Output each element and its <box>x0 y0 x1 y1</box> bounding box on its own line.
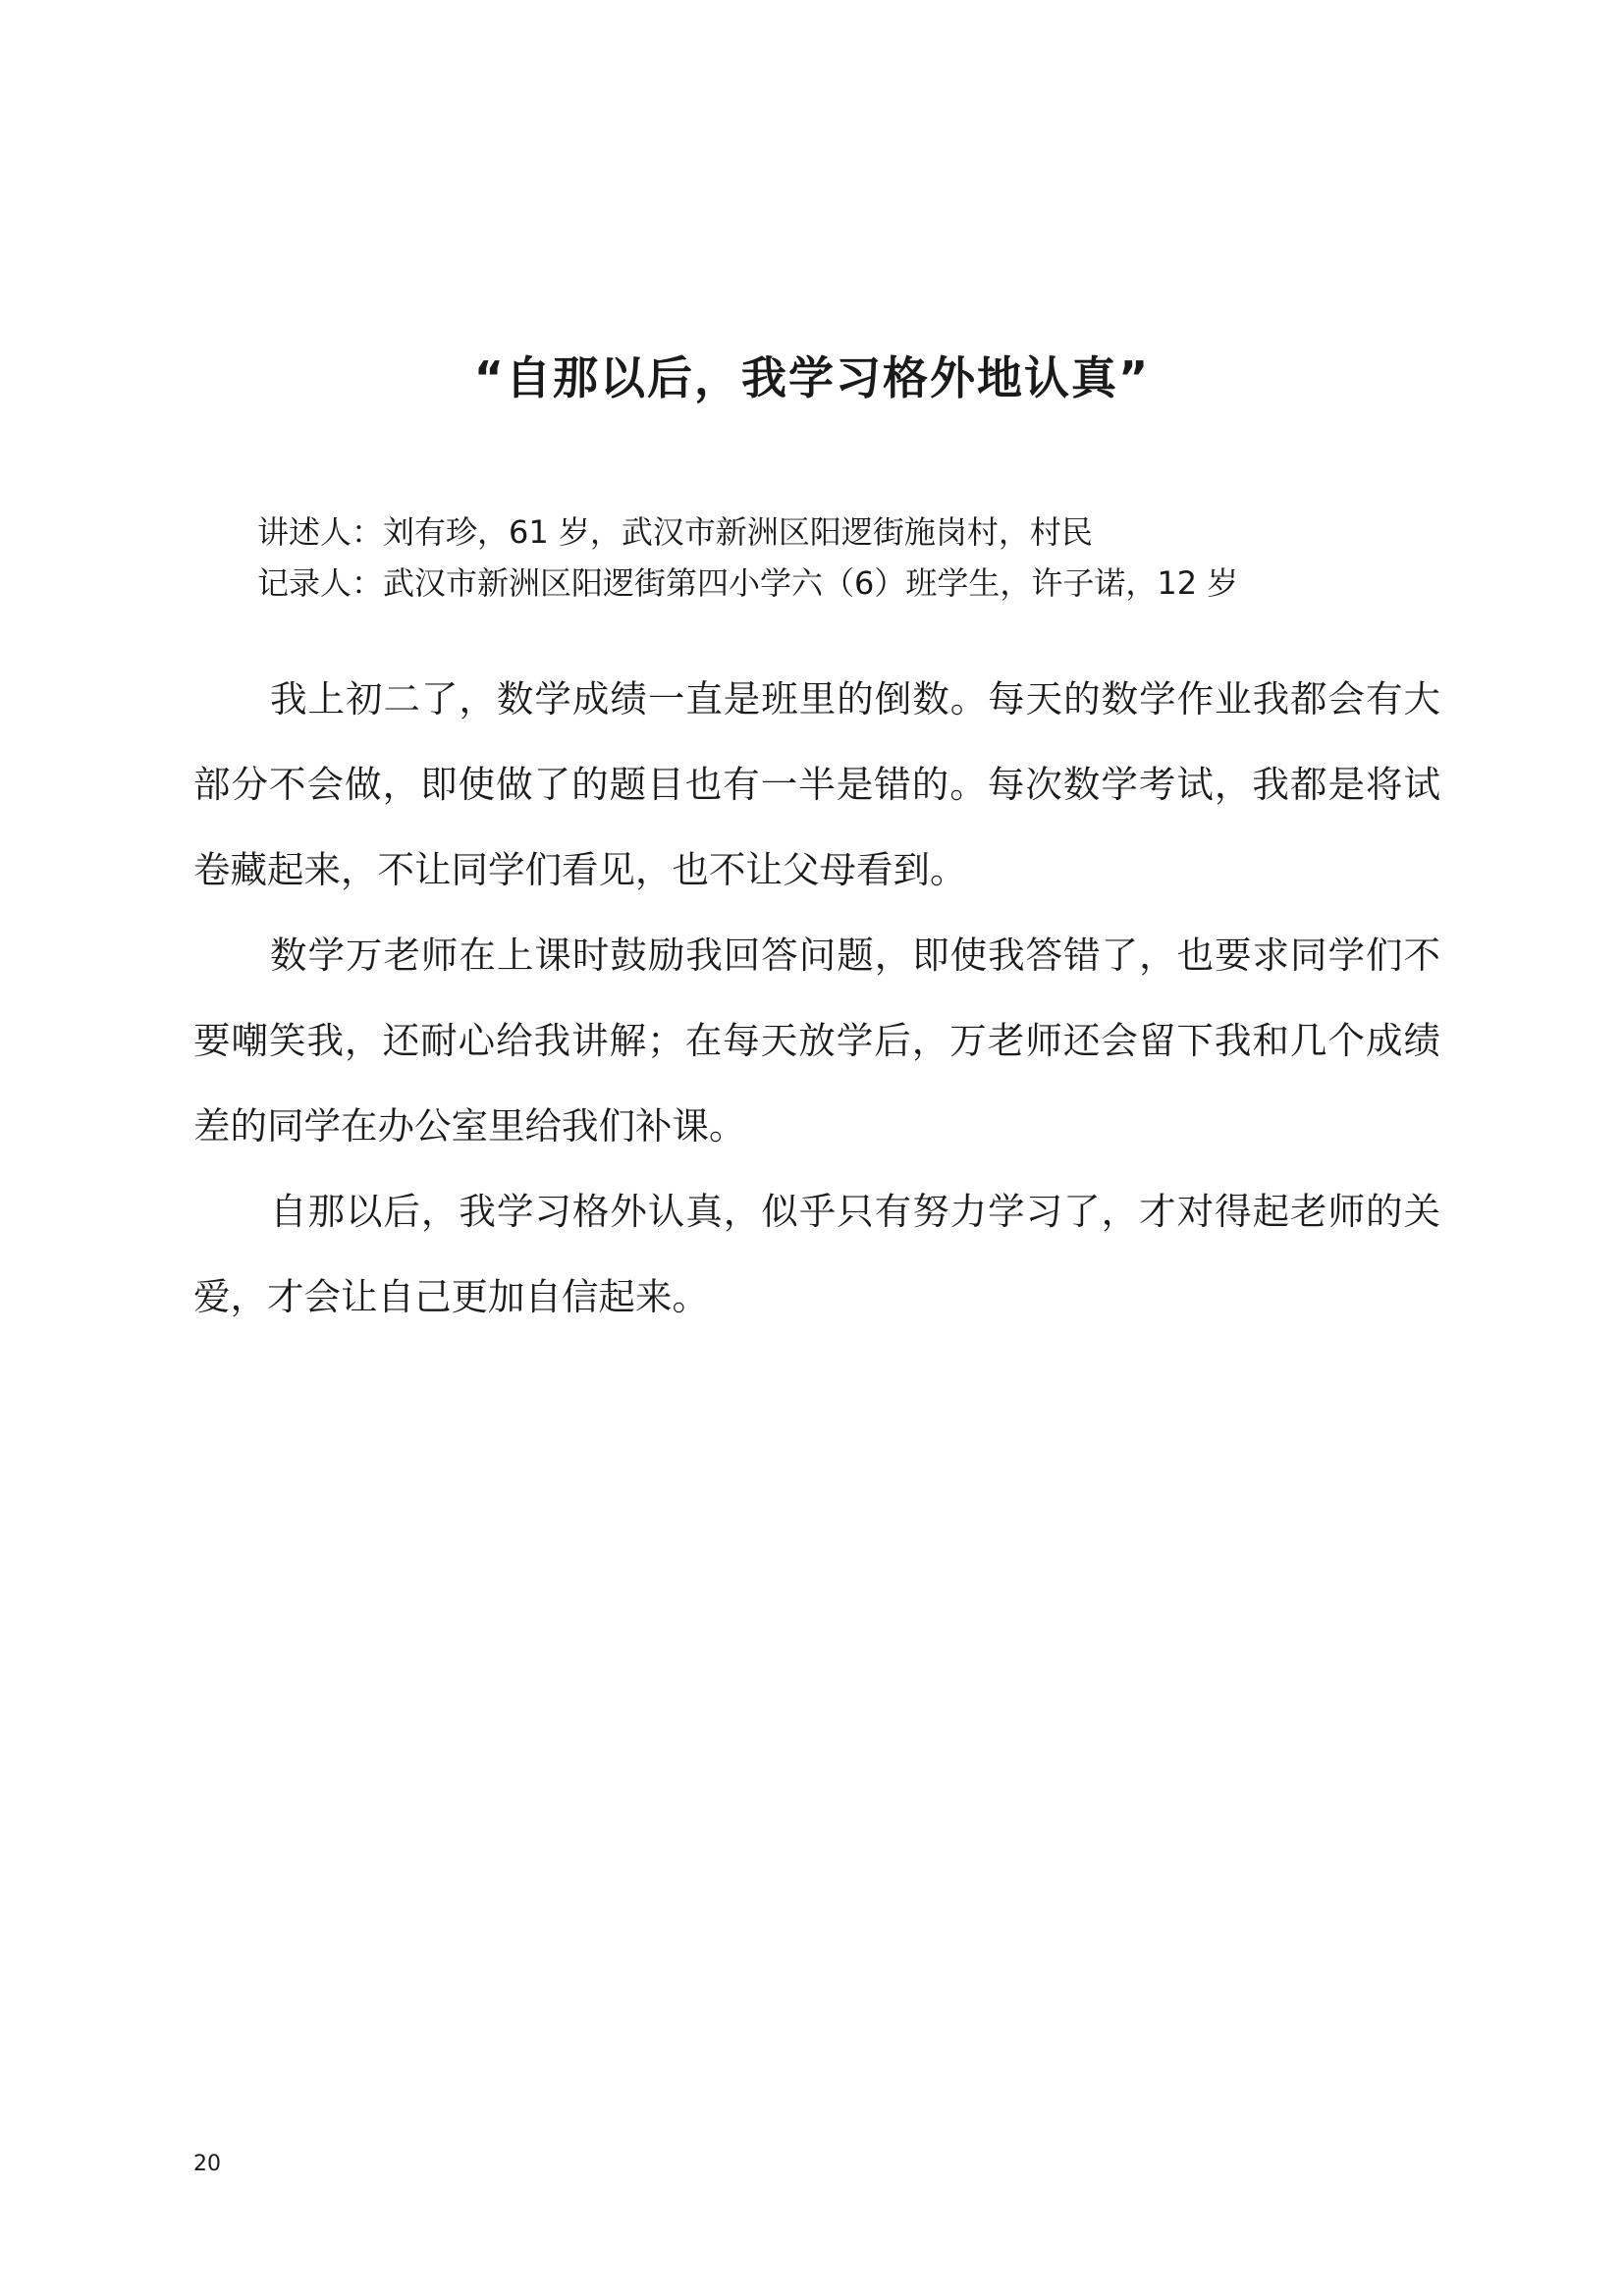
paragraph-2: 数学万老师在上课时鼓励我回答问题，即使我答错了，也要求同学们不要嘲笑我，还耐心给我讲解；在每天放学后，万老师还会留下我和几个成绩差的同学在办公室里给我们补课。 <box>193 934 1440 1148</box>
paragraph-3: 自那以后，我学习格外认真，似乎只有努力学习了，才对得起老师的关爱，才会让自己更加自信起来。 <box>193 1190 1440 1318</box>
page-title: “自那以后，我学习格外地认真” <box>473 351 1151 404</box>
paragraph-1: 我上初二了，数学成绩一直是班里的倒数。每天的数学作业我都会有大部分不会做，即使做了的题目也有一半是错的。每次数学考试，我都是将试卷藏起来，不让同学们看见，也不让父母看到。 <box>193 677 1440 891</box>
page-number: 20 <box>193 2152 221 2176</box>
story-body <box>193 657 1440 1340</box>
narrator-line: 讲述人：刘有珍，61 岁，武汉市新洲区阳逻街施岗村，村民 <box>257 513 1093 551</box>
recorder-line: 记录人：武汉市新洲区阳逻街第四小学六（6）班学生，许子诺，12 岁 <box>257 564 1239 602</box>
